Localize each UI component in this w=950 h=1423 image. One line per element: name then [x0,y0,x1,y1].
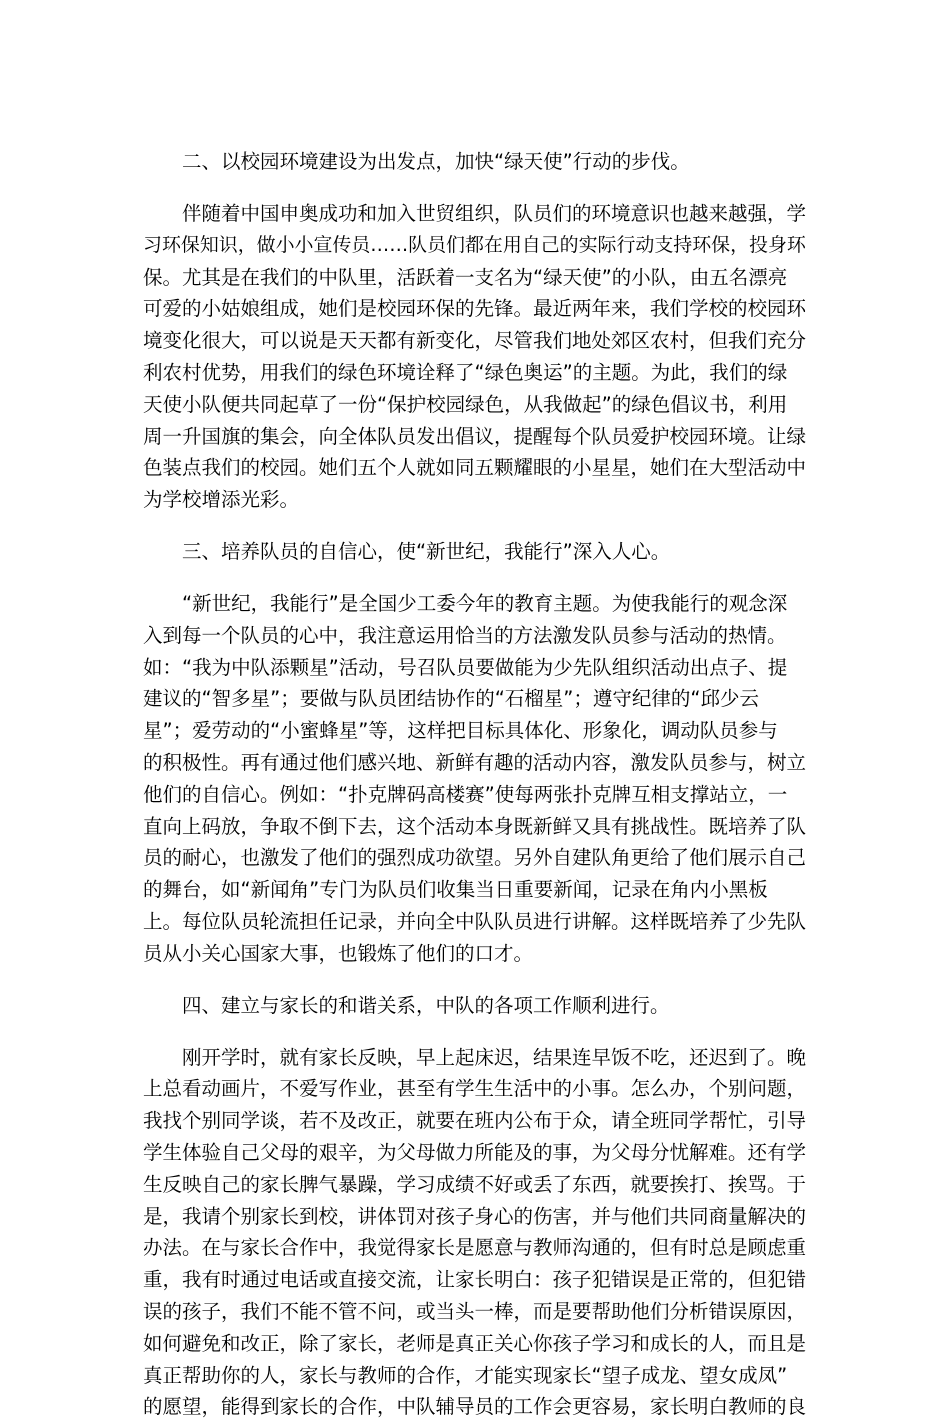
section-heading-2: 二、以校园环境建设为出发点，加快“绿天使”行动的步伐。 [182,150,690,173]
text-line: 天使小队便共同起草了一份“保护校园绿色，从我做起”的绿色倡议书，利用 [143,392,788,416]
document-body [143,146,807,1423]
text-line: 误的孩子，我们不能不管不问，或当头一棒，而是要帮助他们分析错误原因， [143,1299,807,1323]
text-line: 的愿望，能得到家长的合作，中队辅导员的工作会更容易，家长明白教师的良 [143,1395,807,1419]
text-line: 周一升国旗的集会，向全体队员发出倡议，提醒每个队员爱护校园环境。让绿 [143,424,807,448]
section-paragraph-3 [143,588,807,970]
text-line: 员从小关心国家大事，也锻炼了他们的口才。 [143,941,534,965]
text-line: 员的耐心，也激发了他们的强烈成功欲望。另外自建队角更给了他们展示自己 [143,846,807,870]
section-heading-4: 四、建立与家长的和谐关系，中队的各项工作顺利进行。 [182,993,670,1017]
text-line: 建议的“智多星”；要做与队员团结协作的“石榴星”；遵守纪律的“邱少云 [143,687,760,711]
text-line: 如何避免和改正，除了家长，老师是真正关心你孩子学习和成长的人，而且是 [143,1331,807,1355]
text-line: 如：“我为中队添颗星”活动，号召队员要做能为少先队组织活动出点子、提 [143,655,788,679]
text-line: 习环保知识，做小小宣传员……队员们都在用自己的实际行动支持环保，投身环 [143,233,806,256]
text-line: 利农村优势，用我们的绿色环境诠释了“绿色奥运”的主题。为此，我们的绿 [143,360,788,384]
text-line: 为学校增添光彩。 [143,488,300,512]
text-line: 学生体验自己父母的艰辛，为父母做力所能及的事，为父母分忧解难。还有学 [143,1140,807,1164]
text-line: 入到每一个队员的心中，我注意运用恰当的方法激发队员参与活动的热情。 [143,623,787,647]
text-line: 伴随着中国申奥成功和加入世贸组织，队员们的环境意识也越来越强，学 [182,202,807,225]
section-paragraph-2 [143,198,807,516]
text-line: 是，我请个别家长到校，讲体罚对孩子身心的伤害，并与他们共同商量解决的 [143,1204,807,1228]
text-line: 上。每位队员轮流担任记录，并向全中队队员进行讲解。这样既培养了少先队 [143,909,807,933]
text-line: 刚开学时，就有家长反映，早上起床迟，结果连早饭不吃，还迟到了。晚 [182,1045,807,1069]
section-heading-3: 三、培养队员的自信心，使“新世纪，我能行”深入人心。 [182,539,671,563]
text-line: “新世纪，我能行”是全国少工委今年的教育主题。为使我能行的观念深 [182,591,788,615]
text-line: 色装点我们的校园。她们五个人就如同五颗耀眼的小星星，她们在大型活动中 [143,456,807,480]
text-line: 真正帮助你的人，家长与教师的合作，才能实现家长“望子成龙、望女成凤” [143,1363,788,1387]
text-line: 保。尤其是在我们的中队里，活跃着一支名为“绿天使”的小队，由五名漂亮 [143,265,788,289]
text-line: 的舞台，如“新闻角”专门为队员们收集当日重要新闻，记录在角内小黑板 [143,878,768,902]
section-paragraph-4 [143,1042,807,1423]
text-line: 星”；爱劳动的“小蜜蜂星”等，这样把目标具体化、形象化，调动队员参与 [143,719,778,743]
text-line: 他们的自信心。例如：“扑克牌码高楼赛”使每两张扑克牌互相支撑站立，一 [143,782,788,806]
text-line: 境变化很大，可以说是天天都有新变化，尽管我们地处郊区农村，但我们充分 [143,329,807,353]
text-line: 的积极性。再有通过他们感兴地、新鲜有趣的活动内容，激发队员参与，树立 [143,750,807,774]
text-line: 上总看动画片，不爱写作业，甚至有学生生活中的小事。怎么办，个别问题， [143,1077,807,1101]
text-line: 办法。在与家长合作中，我觉得家长是愿意与教师沟通的，但有时总是顾虑重 [143,1236,807,1260]
text-line: 可爱的小姑娘组成，她们是校园环保的先锋。最近两年来，我们学校的校园环 [143,297,807,321]
text-line: 生反映自己的家长脾气暴躁，学习成绩不好或丢了东西，就要挨打、挨骂。于 [143,1172,807,1196]
text-line: 我找个别同学谈，若不及改正，就要在班内公布于众，请全班同学帮忙，引导 [143,1109,807,1133]
text-line: 重，我有时通过电话或直接交流，让家长明白：孩子犯错误是正常的，但犯错 [143,1268,807,1292]
text-line: 直向上码放，争取不倒下去，这个活动本身既新鲜又具有挑战性。既培养了队 [143,814,807,838]
